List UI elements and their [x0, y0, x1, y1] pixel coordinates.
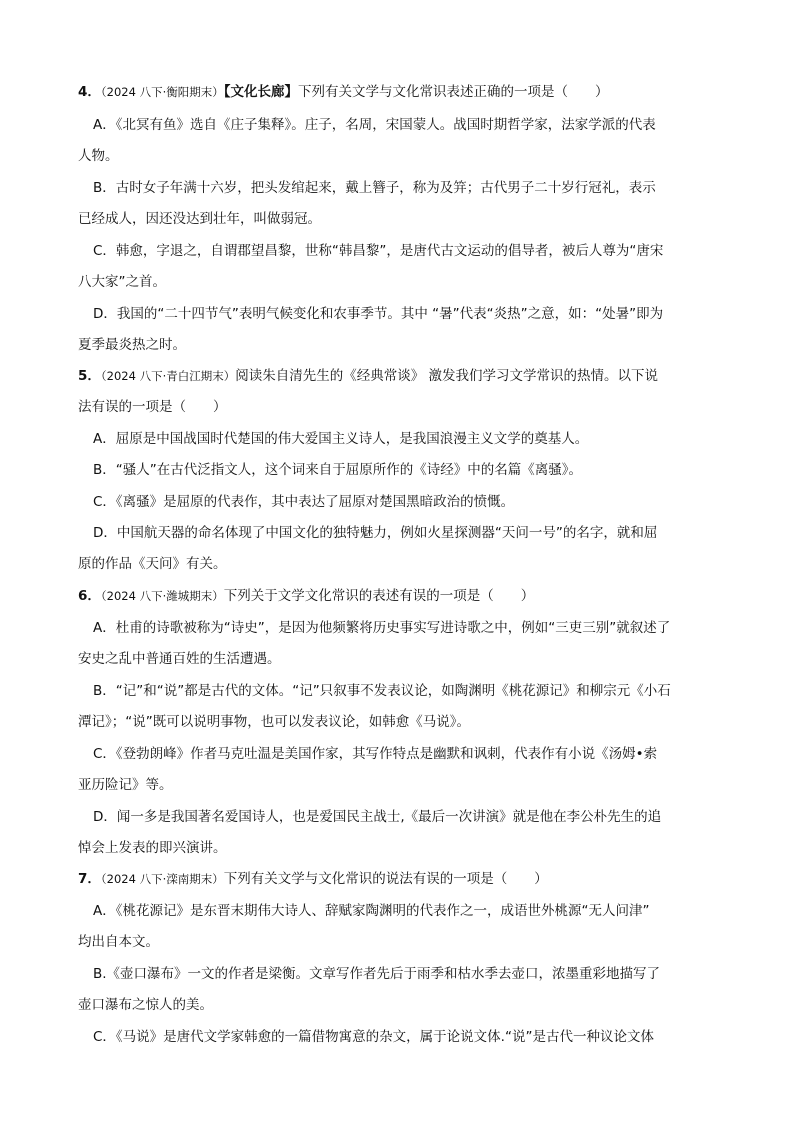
question-7-option-a: A．《桃花源记》是东晋末期伟大诗人、辞赋家陶渊明的代表作之一，成语世外桃源“无人问津” [93, 903, 650, 919]
question-number: 4． [78, 84, 101, 100]
question-6-option-d: D．闻一多是我国著名爱国诗人，也是爱国民主战士,《最后一次讲演》就是他在李公朴先生的追 [93, 809, 662, 825]
question-5-option-c: C．《离骚》是屈原的代表作，其中表达了屈原对楚国黑暗政治的愤慨。 [93, 494, 515, 510]
question-source: （2024 八下·潍城期末） [100, 589, 224, 603]
question-6-option-c: C．《登勃朗峰》作者马克吐温是美国作家，其写作特点是幽默和讽刺，代表作有小说《汤姆•索 [93, 746, 658, 762]
question-source: （2024 八下·青白江期末） [100, 369, 236, 383]
question-6-stem [78, 588, 534, 604]
question-5-option-d: D．中国航天器的命名体现了中国文化的独特魅力，例如火星探测器“天问一号”的名字，就和屈 [93, 525, 658, 541]
question-6-option-a: A．杜甫的诗歌被称为“诗史”，是因为他频繁将历史事实写进诗歌之中，例如“三吏三别”就叙述了 [93, 620, 671, 636]
question-stem-text: 阅读朱自清先生的《经典常谈》 激发我们学习文学常识的热情。以下说 [235, 368, 659, 384]
question-6-option-b-cont: 潭记》；“说”既可以说明事物，也可以发表议论，如韩愈《马说》。 [78, 714, 470, 730]
question-source: （2024 八下·滦南期末） [100, 872, 224, 886]
question-4-option-b: B．古时女子年满十六岁，把头发绾起来，戴上簪子，称为及笄；古代男子二十岁行冠礼，表示 [93, 180, 656, 196]
question-4-option-a-cont: 人物。 [78, 148, 119, 164]
question-5-option-a: A．屈原是中国战国时代楚国的伟大爱国主义诗人，是我国浪漫主义文学的奠基人。 [93, 431, 589, 447]
question-7-option-b-cont: 壶口瀑布之惊人的美。 [78, 997, 213, 1013]
question-7-option-a-cont: 均出自本文。 [78, 934, 159, 950]
question-source: （2024 八下·衡阳期末） [100, 85, 224, 99]
question-6-option-c-cont: 亚历险记》等。 [78, 777, 173, 793]
question-5-option-b: B．“骚人”在古代泛指文人，这个词来自于屈原所作的《诗经》中的名篇《离骚》。 [93, 462, 582, 478]
question-number: 5． [78, 368, 101, 384]
question-6-option-b: B．“记”和“说”都是古代的文体。“记”只叙事不发表议论，如陶渊明《桃花源记》和柳宗元《小石 [93, 683, 671, 699]
question-4-option-c: C．韩愈，字退之，自谓郡望昌黎，世称“韩昌黎”，是唐代古文运动的倡导者，被后人尊为“唐宋 [93, 243, 664, 259]
question-number: 7． [78, 871, 101, 887]
question-stem-text: 下列有关文学与文化常识表述正确的一项是（ ） [297, 84, 609, 100]
question-number: 6． [78, 588, 101, 604]
question-4-option-b-cont: 已经成人，因还没达到壮年，叫做弱冠。 [78, 211, 321, 227]
question-4-option-d: D．我国的“二十四节气”表明气候变化和农事季节。其中 “暑”代表“炎热”之意，如：“处暑”即为 [93, 306, 664, 322]
question-4-option-c-cont: 八大家”之首。 [78, 274, 166, 290]
question-6-option-d-cont: 悼会上发表的即兴演讲。 [78, 840, 227, 856]
question-7-stem [78, 871, 548, 887]
question-5-option-d-cont: 原的作品《天问》有关。 [78, 556, 227, 572]
question-stem-text: 下列有关文学与文化常识的说法有误的一项是（ ） [223, 871, 548, 887]
question-7-option-c: C．《马说》是唐代文学家韩愈的一篇借物寓意的杂文，属于论说文体.“说”是古代一种议论文体 [93, 1029, 654, 1045]
question-5-stem [78, 368, 658, 384]
question-4-option-a: A．《北冥有鱼》选自《庄子集释》。庄子，名周，宋国蒙人。战国时期哲学家，法家学派的代表 [93, 117, 656, 133]
question-4-stem [78, 84, 608, 100]
question-7-option-b: B.《壶口瀑布》一文的作者是梁衡。文章写作者先后于雨季和枯水季去壶口，浓墨重彩地描写了 [93, 966, 661, 982]
question-5-stem-cont: 法有误的一项是（ ） [78, 399, 227, 415]
question-4-option-d-cont: 夏季最炎热之时。 [78, 337, 186, 353]
question-stem-text: 下列关于文学文化常识的表述有误的一项是（ ） [223, 588, 535, 604]
question-6-option-a-cont: 安史之乱中普通百姓的生活遭遇。 [78, 651, 281, 667]
question-tag: 【文化长廊】 [223, 84, 298, 100]
